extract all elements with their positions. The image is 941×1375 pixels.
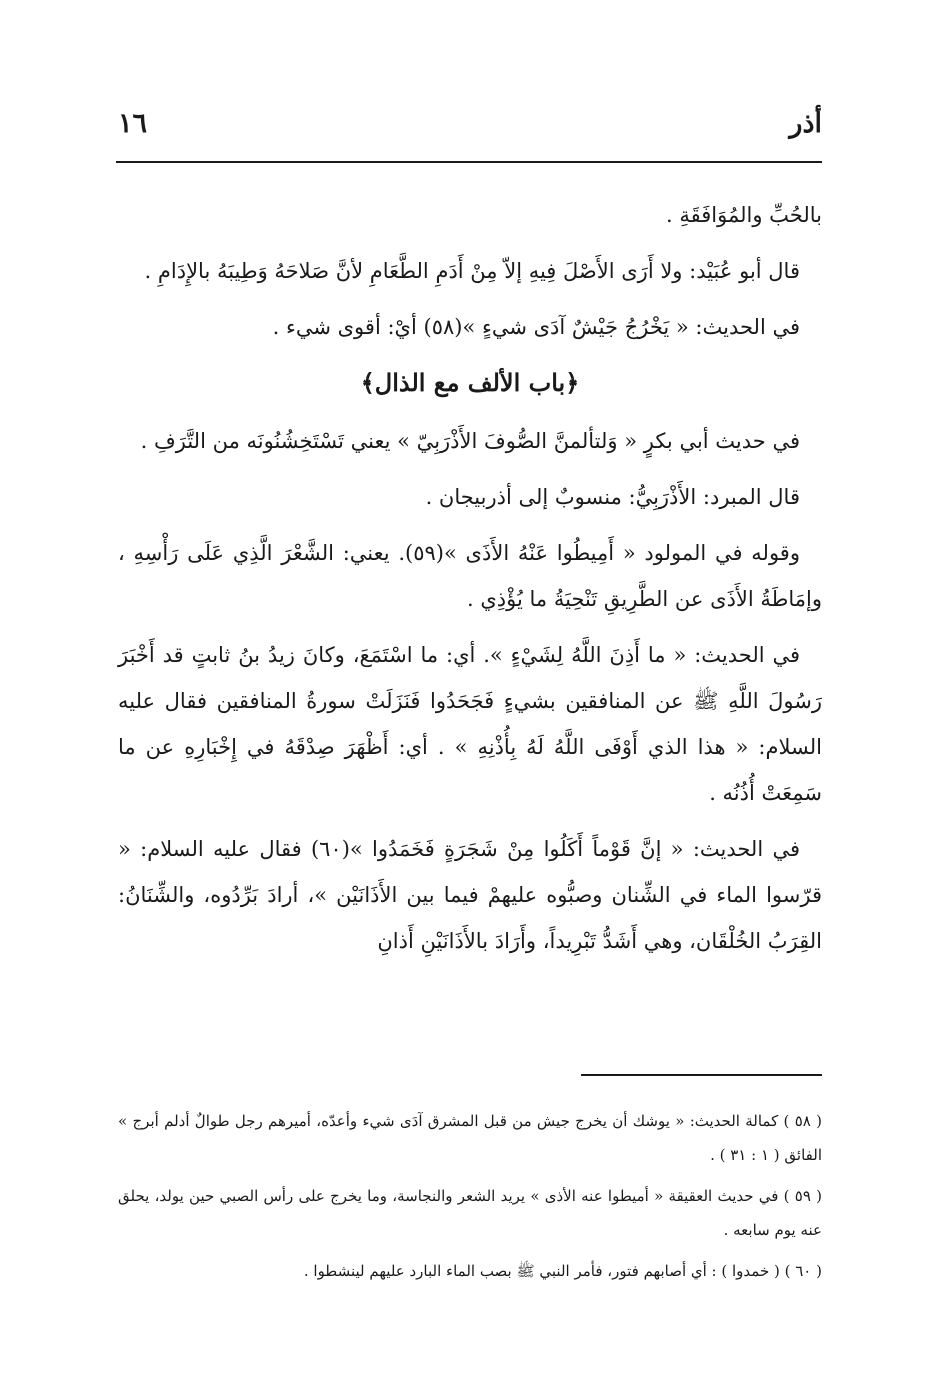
section-heading: ﴿باب الألف مع الذال﴾ — [360, 368, 580, 397]
paragraph: قال المبرد: الأَذْرَبِيُّ: منسوبٌ إلى أذربيجان . — [425, 485, 800, 509]
footnotes — [118, 1104, 822, 1295]
running-header — [118, 108, 822, 148]
running-title: أذر — [789, 108, 822, 139]
footnote-59: ( ٥٩ ) في حديث العقيقة « أميطوا عنه الأذى » يريد الشعر والنجاسة، وما يخرج على رأس الصبي حين يولد، يحلق عنه يوم سابعه . — [118, 1187, 822, 1239]
paragraph: في الحديث: « يَخْرُجُ جَيْشٌ آدَى شيءٍ »(٥٨) أيْ: أقوى شيء . — [272, 315, 800, 339]
paragraph: قال أبو عُبَيْد: ولا أَرَى الأَصْلَ فِيهِ إلاّ مِنْ أَدَمِ الطَّعَامِ لأنَّ صَلاحَهُ وَطِيبَهُ بالإِدَامِ . — [144, 259, 800, 283]
footnote-rule — [581, 1074, 822, 1076]
footnote-60: ( ٦٠ ) ( خمدوا ) : أي أصابهم فتور، فأمر النبي ﷺ بصب الماء البارد عليهم لينشطوا . — [303, 1262, 822, 1280]
paragraph: في الحديث: « ما أَذِنَ اللَّهُ لِشَيْءٍ ». أي: ما اسْتَمَعَ، وكانَ زيدُ بنُ ثابتٍ قد أَخْبَرَ رَسُولَ اللَّهِ ﷺ عن المنافقين بشيءٍ فَجَحَدُوا فَنَزَلَتْ سورةُ المنافقين فقال عليه السلام: « هذا الذي أَوْفَى اللَّهُ لَهُ بِأُذْنِهِ » . أي: أَظْهَرَ صِدْقَهُ في إِخْبَارِهِ عن ما سَمِعَتْ أُذُنُه . — [118, 643, 822, 805]
footnote-58: ( ٥٨ ) كمالة الحديث: « يوشك أن يخرج جيش من قبل المشرق آدَى شيء وأعدّه، أميرهم رجل طوالٌ أدلم أبرج » الفائق ( ١ : ٣١ ) . — [118, 1112, 823, 1164]
paragraph: وقوله في المولود « أَمِيطُوا عَنْهُ الأَذَى »(٥٩). يعني: الشَّعْرَ الَّذِي عَلَى رَأْسِهِ ، وإمَاطَةُ الأَذَى عن الطَّرِيقِ تَنْحِيَةُ ما يُؤْذِي . — [118, 541, 822, 611]
paragraph: في حديث أبي بكرٍ « وَلتألمنَّ الصُّوفَ الأَذْرَبِيّ » يعني تَسْتَخِشُنُونَه من التَّرَفِ . — [140, 429, 800, 453]
page-number: ١٦ — [118, 108, 148, 139]
paragraph: في الحديث: « إنَّ قَوْماً أَكَلُوا مِنْ شَجَرَةٍ فَخَمَدُوا »(٦٠) فقال عليه السلام: « قرّسوا الماء في الشِّنان وصبُّوه عليهمْ فيما بين الأَذَانَيْن »، أرادَ بَرِّدُوه، والشِّنَانُ: القِرَبُ الخُلْقَان، وهي أَشَدُّ تَبْرِيداً، وأَرَادَ بالأَذَانَيْنِ أَذانِ — [118, 837, 822, 953]
paragraph-continuation: بالحُبِّ والمُوَافَقَةِ . — [666, 203, 822, 227]
header-rule — [116, 161, 822, 163]
main-text — [118, 192, 822, 974]
